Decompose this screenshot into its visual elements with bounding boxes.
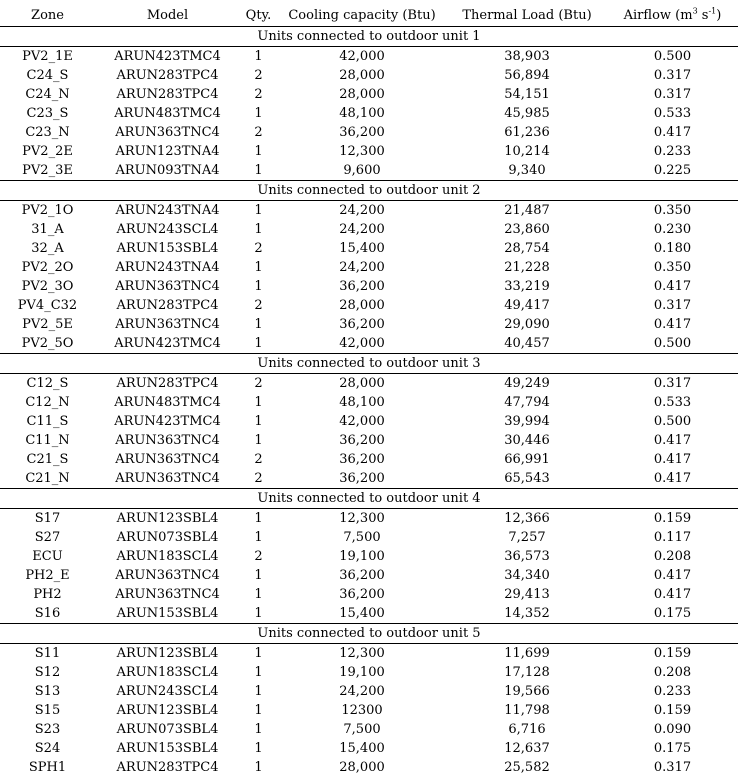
cell-model: ARUN123TNA4 [115,144,220,159]
table-row [0,604,738,624]
table-row [0,758,738,777]
cell-model: ARUN363TNC4 [115,587,220,602]
cell-zone: C21_S [26,452,69,467]
cell-qty: 1 [254,722,263,737]
cell-qty: 1 [254,163,263,178]
cell-thermal-load: 29,413 [504,587,550,602]
cell-cooling-capacity: 7,500 [343,722,381,737]
cell-cooling-capacity: 36,200 [339,433,385,448]
table-row [0,720,738,739]
cell-qty: 1 [254,587,263,602]
cell-cooling-capacity: 7,500 [343,530,381,545]
cell-cooling-capacity: 9,600 [343,163,381,178]
table-row [0,412,738,431]
cell-qty: 1 [254,511,263,526]
cell-cooling-capacity: 36,200 [339,452,385,467]
cell-qty: 2 [254,241,263,256]
cell-airflow: 0.233 [653,684,692,699]
cell-zone: PV2_3E [22,163,73,178]
table-row [0,644,738,664]
table-row [0,374,738,394]
table-row [0,161,738,181]
cell-model: ARUN283TPC4 [116,68,219,83]
table-row [0,220,738,239]
header-qty: Qty. [240,5,277,27]
cell-model: ARUN283TPC4 [116,87,219,102]
cell-model: ARUN123SBL4 [116,646,219,661]
cell-zone: PV2_5E [22,317,73,332]
cell-thermal-load: 28,754 [504,241,550,256]
cell-airflow: 0.117 [653,530,692,545]
cell-zone: PV2_5O [21,336,74,351]
cell-zone: PV2_1O [21,203,74,218]
cell-model: ARUN153SBL4 [116,606,219,621]
cell-thermal-load: 36,573 [504,549,550,564]
cell-model: ARUN153SBL4 [116,241,219,256]
cell-cooling-capacity: 19,100 [339,549,385,564]
cell-cooling-capacity: 36,200 [339,279,385,294]
cell-cooling-capacity: 24,200 [339,222,385,237]
header-row [0,5,738,27]
cell-qty: 1 [254,530,263,545]
group-title: Units connected to outdoor unit 5 [0,624,738,644]
cell-model: ARUN363TNC4 [115,433,220,448]
cell-thermal-load: 65,543 [504,471,550,486]
cell-airflow: 0.208 [653,665,692,680]
table-row [0,701,738,720]
cell-airflow: 0.175 [653,741,692,756]
cell-cooling-capacity: 15,400 [339,241,385,256]
cell-thermal-load: 39,994 [504,414,550,429]
cell-cooling-capacity: 36,200 [339,125,385,140]
cell-cooling-capacity: 24,200 [339,684,385,699]
cell-model: ARUN363TNC4 [115,125,220,140]
table-row [0,663,738,682]
cell-model: ARUN363TNC4 [115,279,220,294]
group-title: Units connected to outdoor unit 1 [0,27,738,47]
cell-zone: S17 [34,511,61,526]
cell-qty: 2 [254,376,263,391]
cell-airflow: 0.350 [653,203,692,218]
cell-model: ARUN483TMC4 [114,106,221,121]
cell-airflow: 0.317 [653,68,692,83]
cell-airflow: 0.317 [653,760,692,775]
cell-qty: 2 [254,452,263,467]
group-row [0,354,738,374]
cell-model: ARUN243SCL4 [116,684,219,699]
table-row [0,296,738,315]
group-title: Units connected to outdoor unit 2 [0,181,738,201]
table-row [0,315,738,334]
cell-thermal-load: 49,417 [504,298,550,313]
group-row [0,27,738,47]
table-row [0,509,738,529]
cell-qty: 1 [254,568,263,583]
cell-thermal-load: 11,699 [504,646,550,661]
cell-qty: 1 [254,433,263,448]
cell-airflow: 0.533 [653,106,692,121]
header-airflow: Airflow ($m^3$ $s^{-1}$) [607,5,738,27]
cell-cooling-capacity: 28,000 [339,87,385,102]
cell-qty: 1 [254,606,263,621]
cell-thermal-load: 56,894 [504,68,550,83]
cell-zone: PV2_2O [21,260,74,275]
cell-qty: 2 [254,549,263,564]
cell-model: ARUN363TNC4 [115,568,220,583]
cell-airflow: 0.317 [653,87,692,102]
cell-zone: PH2_E [25,568,70,583]
cell-model: ARUN073SBL4 [116,530,219,545]
cell-qty: 1 [254,203,263,218]
cell-cooling-capacity: 48,100 [339,395,385,410]
cell-model: ARUN123SBL4 [116,511,219,526]
cell-zone: PH2 [33,587,62,602]
cell-cooling-capacity: 24,200 [339,260,385,275]
header-cooling-capacity: Cooling capacity (Btu) [277,5,447,27]
cell-airflow: 0.350 [653,260,692,275]
cell-cooling-capacity: 28,000 [339,298,385,313]
cell-thermal-load: 45,985 [504,106,550,121]
cell-qty: 1 [254,684,263,699]
table-row [0,450,738,469]
cell-qty: 1 [254,336,263,351]
cell-zone: S12 [34,665,61,680]
cell-cooling-capacity: 36,200 [339,317,385,332]
cell-model: ARUN363TNC4 [115,471,220,486]
group-row [0,624,738,644]
cell-qty: 1 [254,49,263,64]
cell-model: ARUN243SCL4 [116,222,219,237]
cell-model: ARUN183SCL4 [116,665,219,680]
cell-airflow: 0.208 [653,549,692,564]
cell-zone: S24 [34,741,61,756]
table-row [0,277,738,296]
cell-qty: 1 [254,760,263,775]
table-row [0,334,738,354]
cell-model: ARUN123SBL4 [116,703,219,718]
cell-zone: S23 [34,722,61,737]
cell-qty: 1 [254,317,263,332]
cell-model: ARUN183SCL4 [116,549,219,564]
group-title: Units connected to outdoor unit 3 [0,354,738,374]
cell-cooling-capacity: 28,000 [339,760,385,775]
cell-zone: C21_N [25,471,70,486]
cell-airflow: 0.417 [653,568,692,583]
cell-qty: 1 [254,106,263,121]
cell-qty: 2 [254,471,263,486]
cell-qty: 2 [254,87,263,102]
table-row [0,682,738,701]
table-row [0,85,738,104]
cell-zone: C23_N [25,125,70,140]
table-row [0,547,738,566]
cell-cooling-capacity: 28,000 [339,68,385,83]
cell-cooling-capacity: 24,200 [339,203,385,218]
cell-thermal-load: 49,249 [504,376,550,391]
cell-model: ARUN093TNA4 [115,163,220,178]
cell-thermal-load: 23,860 [504,222,550,237]
cell-cooling-capacity: 12,300 [339,511,385,526]
cell-cooling-capacity: 42,000 [339,336,385,351]
cell-airflow: 0.180 [653,241,692,256]
cell-zone: C24_S [26,68,69,83]
cell-airflow: 0.417 [653,587,692,602]
cell-thermal-load: 47,794 [504,395,550,410]
cell-qty: 1 [254,741,263,756]
group-row [0,489,738,509]
cell-thermal-load: 6,716 [508,722,546,737]
cell-model: ARUN363TNC4 [115,452,220,467]
cell-airflow: 0.233 [653,144,692,159]
cell-thermal-load: 61,236 [504,125,550,140]
cell-model: ARUN243TNA4 [115,260,220,275]
cell-thermal-load: 19,566 [504,684,550,699]
header-thermal-load: Thermal Load (Btu) [447,5,607,27]
cell-thermal-load: 38,903 [504,49,550,64]
cell-qty: 1 [254,395,263,410]
cell-thermal-load: 21,228 [504,260,550,275]
cell-qty: 2 [254,68,263,83]
cell-thermal-load: 29,090 [504,317,550,332]
cell-cooling-capacity: 12300 [341,703,383,718]
cell-cooling-capacity: 42,000 [339,414,385,429]
cell-thermal-load: 12,366 [504,511,550,526]
cell-cooling-capacity: 36,200 [339,587,385,602]
cell-qty: 1 [254,646,263,661]
cell-zone: S16 [34,606,61,621]
cell-airflow: 0.417 [653,452,692,467]
cell-thermal-load: 12,637 [504,741,550,756]
table-row [0,123,738,142]
cell-qty: 1 [254,144,263,159]
cell-airflow: 0.417 [653,125,692,140]
table-row [0,739,738,758]
cell-airflow: 0.533 [653,395,692,410]
cell-cooling-capacity: 15,400 [339,606,385,621]
cell-qty: 2 [254,298,263,313]
table-row [0,47,738,67]
table-row [0,142,738,161]
cell-cooling-capacity: 36,200 [339,471,385,486]
cell-thermal-load: 17,128 [504,665,550,680]
cell-model: ARUN243TNA4 [115,203,220,218]
cell-model: ARUN423TMC4 [114,336,221,351]
cell-thermal-load: 40,457 [504,336,550,351]
cell-airflow: 0.090 [653,722,692,737]
cell-airflow: 0.417 [653,279,692,294]
cell-airflow: 0.175 [653,606,692,621]
cell-zone: 32_A [31,241,64,256]
cell-thermal-load: 66,991 [504,452,550,467]
cell-cooling-capacity: 28,000 [339,376,385,391]
cell-zone: PV2_2E [22,144,73,159]
table-row [0,104,738,123]
cell-model: ARUN283TPC4 [116,760,219,775]
cell-thermal-load: 30,446 [504,433,550,448]
cell-airflow: 0.417 [653,317,692,332]
cell-airflow: 0.159 [653,646,692,661]
cell-airflow: 0.317 [653,298,692,313]
cell-thermal-load: 14,352 [504,606,550,621]
cell-thermal-load: 10,214 [504,144,550,159]
cell-airflow: 0.230 [653,222,692,237]
cell-cooling-capacity: 12,300 [339,144,385,159]
cell-qty: 2 [254,125,263,140]
cell-airflow: 0.417 [653,471,692,486]
table-row [0,469,738,489]
cell-qty: 1 [254,279,263,294]
cell-zone: C12_N [25,395,70,410]
cell-airflow: 0.500 [653,49,692,64]
cell-cooling-capacity: 12,300 [339,646,385,661]
cell-zone: C23_S [26,106,69,121]
table-row [0,239,738,258]
table-row [0,528,738,547]
cell-thermal-load: 9,340 [508,163,546,178]
cell-model: ARUN483TMC4 [114,395,221,410]
cell-thermal-load: 11,798 [504,703,550,718]
units-table [0,5,738,777]
cell-zone: C12_S [26,376,69,391]
cell-model: ARUN073SBL4 [116,722,219,737]
cell-thermal-load: 7,257 [508,530,546,545]
cell-zone: PV2_3O [21,279,74,294]
cell-airflow: 0.417 [653,433,692,448]
table-row [0,66,738,85]
cell-airflow: 0.159 [653,703,692,718]
cell-model: ARUN423TMC4 [114,414,221,429]
cell-zone: C24_N [25,87,70,102]
cell-zone: S27 [34,530,61,545]
cell-airflow: 0.317 [653,376,692,391]
cell-model: ARUN423TMC4 [114,49,221,64]
cell-zone: C11_S [26,414,69,429]
cell-zone: S13 [34,684,61,699]
cell-qty: 1 [254,260,263,275]
table-row [0,585,738,604]
cell-model: ARUN153SBL4 [116,741,219,756]
cell-zone: PV2_1E [22,49,73,64]
cell-cooling-capacity: 19,100 [339,665,385,680]
table-row [0,566,738,585]
cell-qty: 1 [254,703,263,718]
cell-model: ARUN363TNC4 [115,317,220,332]
group-row [0,181,738,201]
table-row [0,393,738,412]
cell-thermal-load: 33,219 [504,279,550,294]
cell-airflow: 0.159 [653,511,692,526]
cell-airflow: 0.500 [653,336,692,351]
table-row [0,431,738,450]
group-title: Units connected to outdoor unit 4 [0,489,738,509]
cell-thermal-load: 54,151 [504,87,550,102]
cell-zone: S11 [34,646,61,661]
cell-qty: 1 [254,665,263,680]
cell-zone: SPH1 [28,760,67,775]
header-model: Model [95,5,240,27]
cell-cooling-capacity: 36,200 [339,568,385,583]
cell-model: ARUN283TPC4 [116,376,219,391]
cell-airflow: 0.500 [653,414,692,429]
cell-thermal-load: 25,582 [504,760,550,775]
cell-zone: C11_N [25,433,70,448]
header-zone: Zone [0,5,95,27]
cell-qty: 1 [254,414,263,429]
cell-zone: 31_A [31,222,64,237]
cell-zone: S15 [34,703,61,718]
cell-cooling-capacity: 42,000 [339,49,385,64]
cell-thermal-load: 34,340 [504,568,550,583]
table-row [0,258,738,277]
table-row [0,201,738,221]
cell-model: ARUN283TPC4 [116,298,219,313]
cell-cooling-capacity: 15,400 [339,741,385,756]
cell-zone: PV4_C32 [17,298,78,313]
cell-zone: ECU [32,549,63,564]
cell-airflow: 0.225 [653,163,692,178]
cell-cooling-capacity: 48,100 [339,106,385,121]
cell-thermal-load: 21,487 [504,203,550,218]
cell-qty: 1 [254,222,263,237]
